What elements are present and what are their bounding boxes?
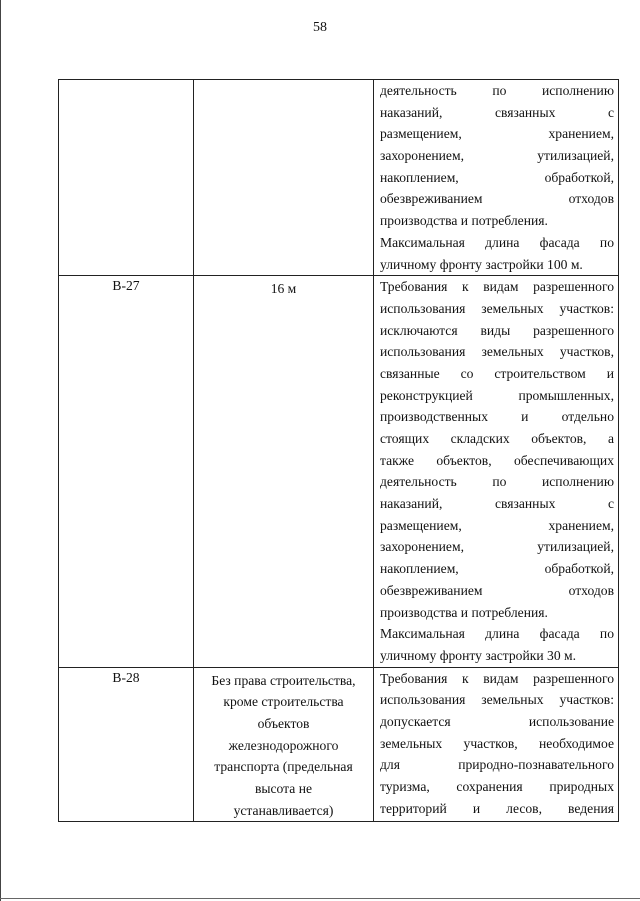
requirements-line: туризма, сохранения природных: [380, 779, 614, 794]
requirements-line: накоплением, обработкой,: [380, 561, 614, 577]
requirements-line: размещением, хранением,: [380, 126, 614, 142]
requirements-line: производства и потребления.: [380, 213, 548, 229]
page-number: 58: [313, 20, 327, 35]
requirements-line: также объектов, обеспечивающих: [380, 452, 614, 468]
requirements-line: использования земельных участков:: [380, 692, 614, 708]
requirements-line: связанные со строительством и: [380, 365, 614, 381]
requirements-line: захоронением, утилизацией,: [380, 539, 614, 555]
max-height-line: устанавливается): [233, 802, 334, 818]
requirements-line: использования земельных участков,: [380, 344, 614, 360]
requirements-line: обезвреживанием отходов: [380, 191, 614, 207]
max-height-cell: [194, 80, 374, 276]
requirements-line: реконструкцией промышленных,: [380, 387, 614, 403]
requirements-line: территорий и лесов, ведения: [380, 800, 614, 816]
max-height-line: высота не: [254, 781, 313, 797]
requirements-line: уличному фронту застройки 100 м.: [380, 256, 583, 272]
max-height-line: транспорта (предельная: [214, 759, 353, 775]
max-height-line: кроме строительства: [223, 694, 344, 710]
requirements-line: накоплением, обработкой,: [380, 169, 614, 185]
requirements-line: допускается использование: [380, 713, 614, 729]
requirements-line: Максимальная длина фасада по: [380, 234, 614, 250]
requirements-line: стоящих складских объектов, а: [380, 431, 614, 446]
requirements-line: использования земельных участков:: [380, 300, 614, 316]
table-row: [59, 667, 619, 822]
requirements-line: производственных и отдельно: [380, 409, 614, 425]
requirements-line: земельных участков, необходимое: [380, 735, 614, 751]
requirements-line: обезвреживанием отходов: [380, 582, 614, 598]
requirements-line: размещением, хранением,: [380, 517, 614, 533]
requirements-cell: [374, 667, 619, 822]
zone-code-cell: [59, 276, 194, 667]
requirements-line: Максимальная длина фасада по: [380, 626, 614, 642]
zone-code: В-28: [112, 669, 140, 685]
requirements-line: производства и потребления.: [380, 604, 548, 620]
requirements-line: деятельность по исполнению: [380, 474, 614, 490]
zone-code-cell: [59, 667, 194, 822]
requirements-line: Требования к видам разрешенного: [380, 670, 614, 686]
requirements-line: исключаются виды разрешенного: [380, 322, 614, 338]
table-row: [59, 80, 619, 276]
requirements-line: захоронением, утилизацией,: [380, 148, 614, 164]
max-height-line: объектов: [257, 715, 310, 731]
scan-left-edge: [0, 0, 1, 901]
max-height-cell: [194, 276, 374, 667]
requirements-line: деятельность по исполнению: [380, 83, 614, 98]
requirements-line: для природно-познавательного: [380, 757, 614, 773]
max-height-line: Без права строительства,: [211, 672, 356, 688]
requirements-line: наказаний, связанных с: [380, 496, 614, 512]
requirements-cell: [374, 80, 619, 276]
max-height-line: 16 м: [270, 281, 297, 297]
table-row: [59, 276, 619, 667]
max-height-cell: [194, 667, 374, 822]
requirements-cell: [374, 276, 619, 667]
requirements-line: уличному фронту застройки 30 м.: [380, 647, 577, 663]
zone-code-cell: [59, 80, 194, 276]
scan-bottom-edge: [0, 898, 640, 899]
max-height-line: железнодорожного: [228, 737, 339, 753]
requirements-line: наказаний, связанных с: [380, 104, 614, 120]
zone-code: В-27: [112, 278, 140, 294]
zoning-table: [58, 79, 619, 822]
requirements-line: Требования к видам разрешенного: [380, 279, 614, 295]
